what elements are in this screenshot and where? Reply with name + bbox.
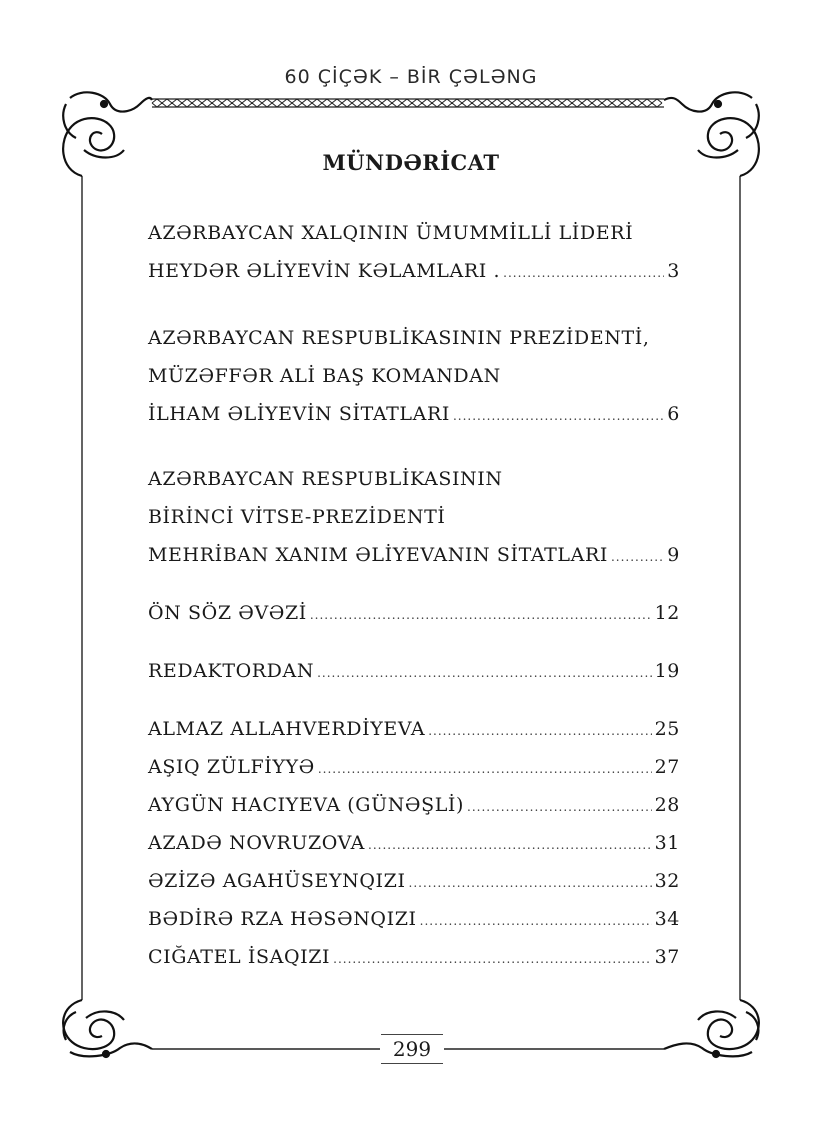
leader-dots <box>317 658 652 688</box>
corner-flourish-bottom-right <box>664 1000 759 1057</box>
toc-entry-page: 25 <box>654 718 680 740</box>
toc-title: MÜNDƏRİCAT <box>322 150 500 175</box>
toc-entry-page: 3 <box>667 260 680 282</box>
page-number: 299 <box>381 1034 443 1064</box>
leader-dots <box>368 830 652 860</box>
toc-entry-page: 31 <box>654 832 680 854</box>
top-chain-diamonds <box>152 99 662 107</box>
toc-entry-line: MÜZƏFFƏR ALİ BAŞ KOMANDAN <box>148 365 501 387</box>
toc-entry-title: BƏDİRƏ RZA HƏSƏNQIZI <box>148 908 417 930</box>
toc-entry-page: 32 <box>654 870 680 892</box>
toc-entry[interactable] <box>148 256 680 286</box>
toc-entry[interactable] <box>148 942 680 972</box>
toc-entry[interactable] <box>148 790 680 820</box>
toc-entry-title: REDAKTORDAN <box>148 660 315 682</box>
leader-dots <box>503 258 664 288</box>
toc-entry-title: ALMAZ ALLAHVERDİYEVA <box>148 718 426 740</box>
leader-dots <box>467 792 652 822</box>
leader-dots <box>420 906 652 936</box>
toc-entry[interactable] <box>148 828 680 858</box>
toc-entry-line: AZƏRBAYCAN RESPUBLİKASININ <box>148 468 503 490</box>
toc-entry[interactable] <box>148 752 680 782</box>
leader-dots <box>453 401 664 431</box>
leader-dots <box>611 542 664 572</box>
leader-dots <box>333 944 651 974</box>
toc-entry-line: AZƏRBAYCAN XALQININ ÜMUMMİLLİ LİDERİ <box>148 222 634 244</box>
toc-entry-page: 6 <box>667 403 680 425</box>
toc-entry-title: AYGÜN HACIYEVA (GÜNƏŞLİ) <box>148 794 465 816</box>
toc-entry-page: 19 <box>654 660 680 682</box>
toc-entry[interactable] <box>148 598 680 628</box>
toc-entry-page: 34 <box>654 908 680 930</box>
toc-entry[interactable] <box>148 540 680 570</box>
toc-entry-line: BİRİNCİ VİTSE-PREZİDENTİ <box>148 506 446 528</box>
toc-entry[interactable] <box>148 904 680 934</box>
toc-entry-page: 27 <box>654 756 680 778</box>
leader-dots <box>428 716 651 746</box>
leader-dots <box>409 868 652 898</box>
toc-entry-page: 9 <box>667 544 680 566</box>
toc-entry-title: İLHAM ƏLİYEVİN SİTATLARI <box>148 403 450 425</box>
toc-entry[interactable] <box>148 656 680 686</box>
toc-entry[interactable] <box>148 866 680 896</box>
toc-entry[interactable] <box>148 399 680 429</box>
toc-entry-page: 28 <box>654 794 680 816</box>
leader-dots <box>318 754 652 784</box>
running-head: 60 ÇİÇƏK – BİR ÇƏLƏNG <box>284 66 538 88</box>
corner-flourish-bottom-left <box>63 1000 152 1057</box>
toc-entry[interactable] <box>148 714 680 744</box>
toc-entry-title: AZADƏ NOVRUZOVA <box>148 832 365 854</box>
toc-entry-title: HEYDƏR ƏLİYEVİN KƏLAMLARI . <box>148 260 501 282</box>
toc-entry-title: ƏZİZƏ AGAHÜSEYNQIZI <box>148 870 406 892</box>
toc-entry-title: MEHRİBAN XANIM ƏLİYEVANIN SİTATLARI <box>148 544 608 566</box>
leader-dots <box>310 600 652 630</box>
toc-entry-page: 37 <box>654 946 680 968</box>
toc-entry-title: ÖN SÖZ ƏVƏZİ <box>148 602 307 624</box>
toc-entry-title: CIĞATEL İSAQIZI <box>148 946 331 968</box>
toc-entry-line: AZƏRBAYCAN RESPUBLİKASININ PREZİDENTİ, <box>148 327 650 349</box>
toc-entry-page: 12 <box>654 602 680 624</box>
toc-entry-title: AŞIQ ZÜLFİYYƏ <box>148 756 315 778</box>
